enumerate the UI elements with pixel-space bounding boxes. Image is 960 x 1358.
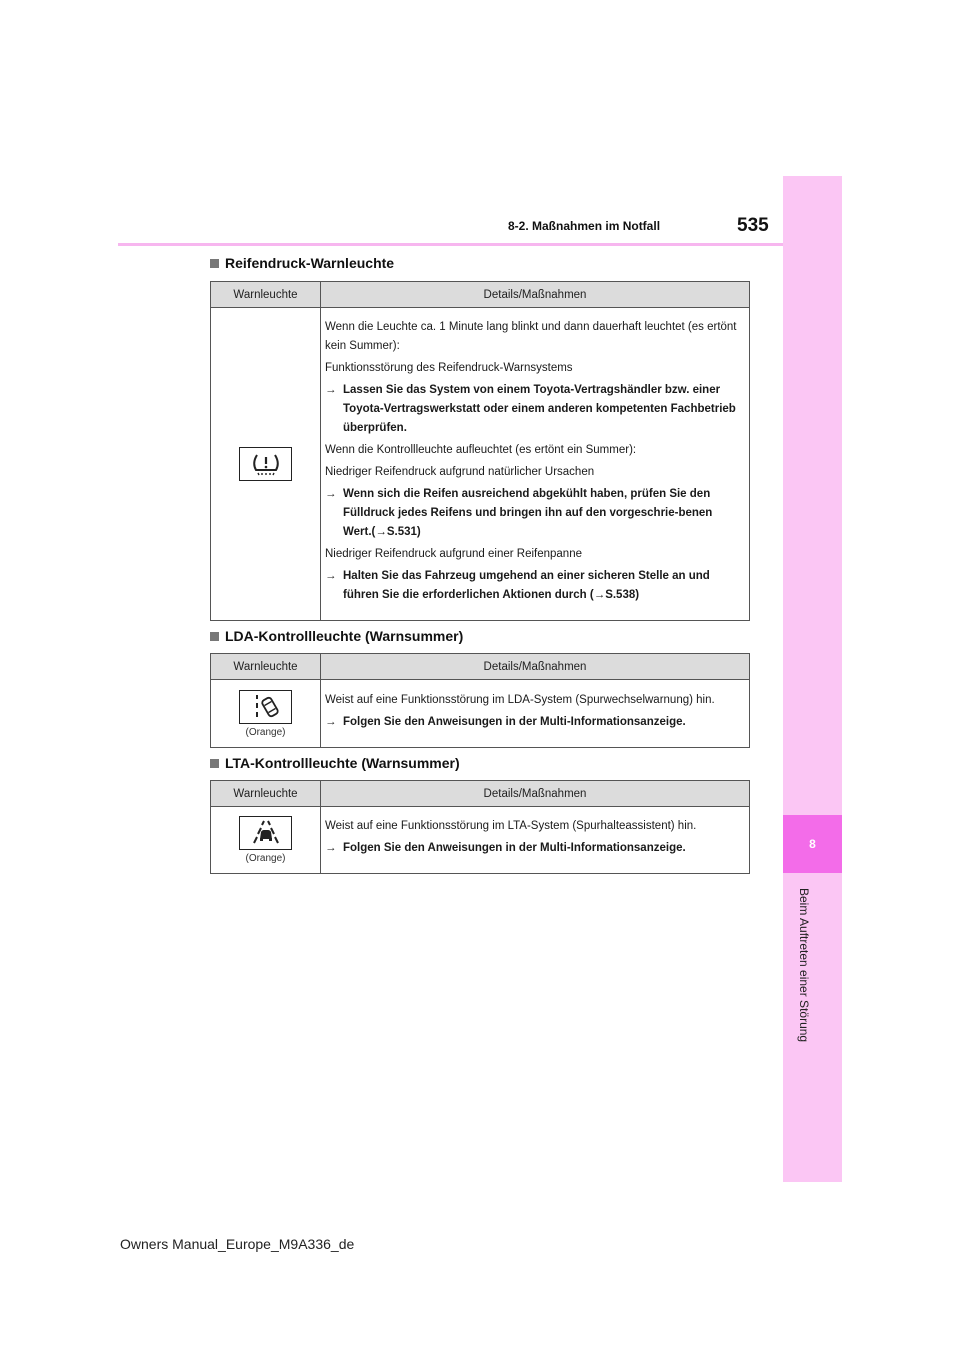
condition-text: Wenn die Leuchte ca. 1 Minute lang blinkt und dann dauerhaft leuchtet (es ertönt kein Summer): bbox=[325, 321, 737, 352]
cause-text: Weist auf eine Funktionsstörung im LDA-System (Spurwechselwarnung) hin. bbox=[325, 693, 715, 706]
action-item bbox=[325, 567, 743, 605]
document-footer: Owners Manual_Europe_M9A336_de bbox=[120, 1236, 355, 1252]
action-text: Folgen Sie den Anweisungen in der Multi-Informationsanzeige. bbox=[343, 715, 686, 728]
icon-cell bbox=[211, 308, 321, 621]
arrow-right-icon: → bbox=[325, 715, 337, 728]
icon-cell bbox=[211, 680, 321, 748]
cause-text: Niedriger Reifendruck aufgrund einer Reifenpanne bbox=[325, 548, 582, 560]
cause-text: Weist auf eine Funktionsstörung im LTA-System (Spurhalteassistent) hin. bbox=[325, 820, 697, 832]
bullet-square-icon bbox=[210, 632, 219, 641]
section-heading-lda bbox=[210, 628, 463, 644]
bullet-square-icon bbox=[210, 259, 219, 268]
details-cell bbox=[321, 308, 750, 621]
icon-caption: (Orange) bbox=[245, 853, 286, 864]
lane-tracing-assist-icon bbox=[239, 816, 292, 850]
column-header-details: Details/Maßnahmen bbox=[321, 654, 750, 680]
chapter-title: 8-2. Maßnahmen im Notfall bbox=[508, 219, 661, 233]
column-header-light: Warnleuchte bbox=[211, 654, 321, 680]
warning-table-tire-pressure bbox=[210, 281, 750, 621]
column-header-details: Details/Maßnahmen bbox=[321, 282, 750, 308]
action-text[interactable]: Halten Sie das Fahrzeug umgehend an einer sicheren Stelle an und führen Sie die erforderlichen Aktionen durch (→S.538) bbox=[343, 570, 710, 601]
bullet-square-icon bbox=[210, 759, 219, 768]
condition-text: Wenn die Kontrollleuchte aufleuchtet (es ertönt ein Summer): bbox=[325, 444, 637, 456]
section-title: Reifendruck-Warnleuchte bbox=[225, 255, 395, 271]
icon-cell bbox=[211, 807, 321, 874]
action-item bbox=[325, 839, 743, 858]
column-header-details: Details/Maßnahmen bbox=[321, 781, 750, 807]
cause-text: Funktionsstörung des Reifendruck-Warnsystems bbox=[325, 362, 573, 374]
section-title: LTA-Kontrollleuchte (Warnsummer) bbox=[225, 755, 460, 771]
action-text: Lassen Sie das System von einem Toyota-Vertragshändler bzw. einer Toyota-Vertragswerkstatt oder einem anderen kompetenten Fachbetrieb überprüfen. bbox=[343, 384, 736, 434]
section-heading-tire-pressure bbox=[210, 255, 394, 271]
chapter-number: 8 bbox=[809, 837, 816, 851]
action-item bbox=[325, 485, 743, 542]
tire-pressure-warning-icon bbox=[239, 447, 292, 481]
action-text[interactable]: Wenn sich die Reifen ausreichend abgekühlt haben, prüfen Sie den Fülldruck jedes Reifens und bringen ihn auf den vorgeschrie-benen Wert.(→S.531) bbox=[343, 488, 713, 538]
arrow-right-icon: → bbox=[325, 570, 337, 582]
arrow-right-icon: → bbox=[325, 842, 337, 854]
lane-departure-alert-icon bbox=[239, 690, 292, 724]
cause-text: Niedriger Reifendruck aufgrund natürlicher Ursachen bbox=[325, 466, 595, 478]
page-number: 535 bbox=[737, 215, 769, 236]
arrow-right-icon: → bbox=[325, 488, 337, 500]
chapter-side-tab bbox=[783, 176, 842, 1182]
details-cell bbox=[321, 807, 750, 874]
action-item bbox=[325, 713, 743, 732]
details-cell bbox=[321, 680, 750, 748]
header-rule bbox=[118, 243, 783, 246]
warning-table-lda bbox=[210, 653, 750, 748]
section-heading-lta bbox=[210, 755, 460, 771]
action-item bbox=[325, 381, 743, 438]
warning-table-lta bbox=[210, 780, 750, 874]
chapter-number-tab[interactable] bbox=[783, 815, 842, 873]
icon-caption: (Orange) bbox=[245, 726, 286, 738]
column-header-light: Warnleuchte bbox=[211, 282, 321, 308]
column-header-light: Warnleuchte bbox=[211, 781, 321, 807]
section-title: LDA-Kontrollleuchte (Warnsummer) bbox=[225, 628, 464, 644]
arrow-right-icon: → bbox=[325, 384, 337, 396]
chapter-side-label: Beim Auftreten einer Störung bbox=[797, 888, 811, 1043]
action-text: Folgen Sie den Anweisungen in der Multi-Informationsanzeige. bbox=[343, 842, 686, 854]
